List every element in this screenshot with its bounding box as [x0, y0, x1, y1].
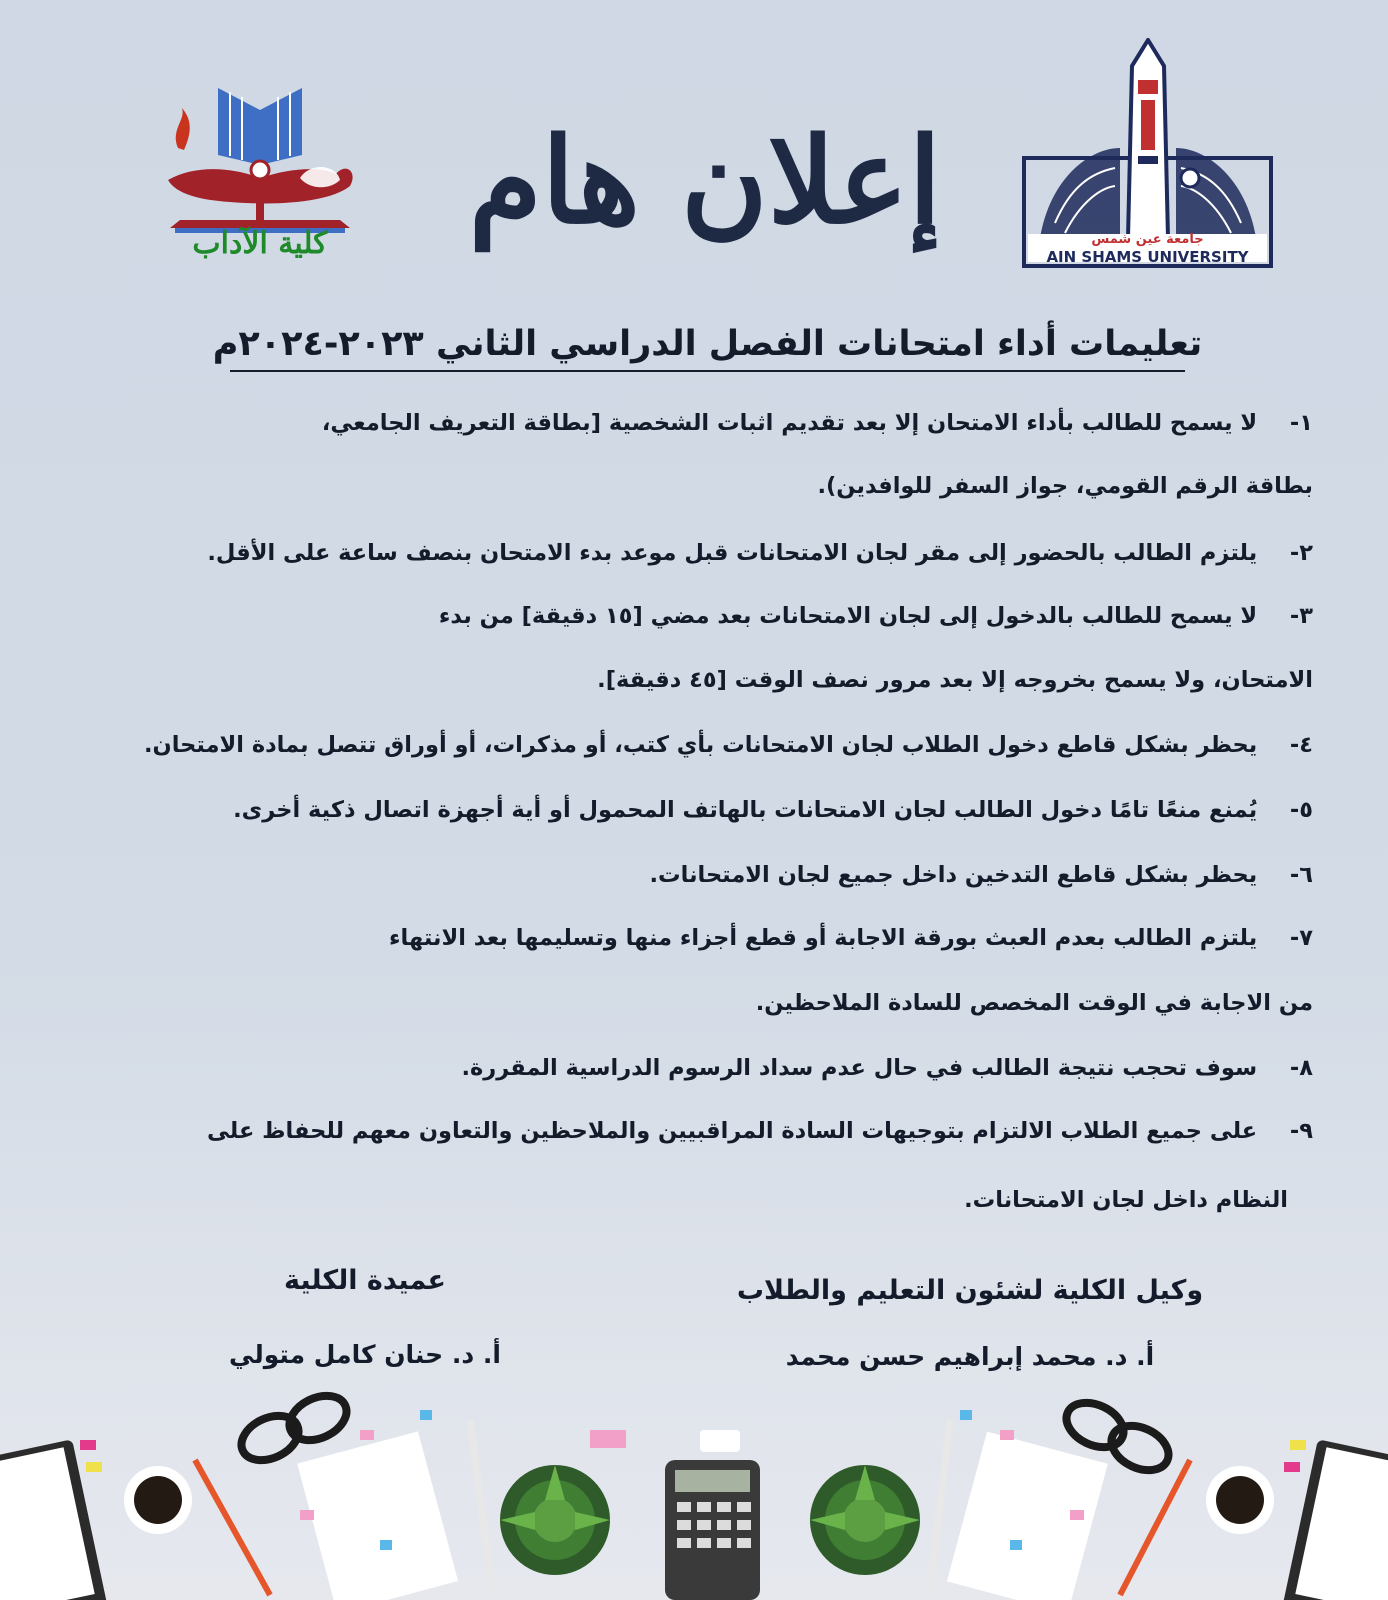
coffee-cup-right: [1206, 1466, 1274, 1534]
rule-number: ٨-: [1289, 1055, 1313, 1081]
desk-decoration: [0, 1390, 1388, 1600]
rule-3: [439, 603, 1313, 629]
rule-7-continuation: من الاجابة في الوقت المخصص للسادة الملاحظين.: [755, 990, 1313, 1016]
instructions-headline: تعليمات أداء امتحانات الفصل الدراسي الثاني ٢٠٢٣-٢٠٢٤م: [230, 318, 1185, 372]
notebook-left: [0, 1439, 107, 1600]
rule-4: [144, 732, 1313, 758]
rule-1: [322, 410, 1313, 436]
rule-text: يلتزم الطالب بالحضور إلى مقر لجان الامتحانات قبل موعد بدء الامتحان بنصف ساعة على الأقل.: [207, 540, 1258, 566]
rule-1-continuation: بطاقة الرقم القومي، جواز السفر للوافدين).: [817, 473, 1313, 499]
rule-text: يحظر بشكل قاطع التدخين داخل جميع لجان الامتحانات.: [649, 862, 1258, 888]
plant-left: [500, 1465, 610, 1575]
plant-right: [810, 1465, 920, 1575]
calculator: [665, 1460, 760, 1600]
rule-text: سوف تحجب نتيجة الطالب في حال عدم سداد الرسوم الدراسية المقررة.: [461, 1055, 1258, 1081]
rule-number: ١-: [1289, 410, 1313, 436]
university-logo-caption: AIN SHAMS UNIVERSITY: [1046, 248, 1249, 266]
rule-text: لا يسمح للطالب بالدخول إلى لجان الامتحانات بعد مضي [١٥ دقيقة] من بدء: [438, 603, 1258, 629]
notebook-right: [1283, 1439, 1388, 1600]
rule-8: [461, 1055, 1313, 1081]
vice-dean-name: أ. د. محمد إبراهيم حسن محمد: [785, 1342, 1155, 1371]
rule-7: [389, 925, 1313, 951]
rule-6: [649, 862, 1313, 888]
dean-title: عميدة الكلية: [283, 1265, 446, 1296]
rule-number: ٦-: [1289, 862, 1313, 888]
rule-3-continuation: الامتحان، ولا يسمح بخروجه إلا بعد مرور نصف الوقت [٤٥ دقيقة].: [597, 667, 1313, 693]
rule-9: [207, 1118, 1313, 1144]
rule-number: ٢-: [1289, 540, 1313, 566]
rule-number: ٧-: [1289, 925, 1313, 951]
rule-2: [207, 540, 1313, 566]
dean-name: أ. د. حنان كامل متولي: [229, 1340, 501, 1369]
rule-number: ٤-: [1289, 732, 1313, 758]
announcement-title: إعلان هام: [468, 110, 942, 250]
coffee-cup-left: [124, 1466, 192, 1534]
rule-9-continuation: النظام داخل لجان الامتحانات.: [964, 1187, 1288, 1213]
faculty-logo-caption: كلية الآداب: [192, 226, 328, 261]
university-logo-arabic: جامعة عين شمس: [1091, 232, 1204, 247]
rule-number: ٩-: [1289, 1118, 1313, 1144]
rule-5: [233, 797, 1313, 823]
rule-text: يلتزم الطالب بعدم العبث بورقة الاجابة أو قطع أجزاء منها وتسليمها بعد الانتهاء: [389, 925, 1258, 951]
rule-text: لا يسمح للطالب بأداء الامتحان إلا بعد تقديم اثبات الشخصية [بطاقة التعريف الجامعي،: [321, 410, 1258, 436]
rule-text: يُمنع منعًا تامًا دخول الطالب لجان الامتحانات بالهاتف المحمول أو أية أجهزة اتصال ذكية أخرى.: [233, 797, 1258, 823]
rule-number: ٥-: [1289, 797, 1313, 823]
rule-text: يحظر بشكل قاطع دخول الطلاب لجان الامتحانات بأي كتب، أو مذكرات، أو أوراق تتصل بمادة الامتحان.: [143, 732, 1258, 758]
vice-dean-title: وكيل الكلية لشئون التعليم والطلاب: [736, 1275, 1204, 1306]
rule-text: على جميع الطلاب الالتزام بتوجيهات السادة المراقبيين والملاحظين والتعاون معهم للحفاظ على: [207, 1118, 1258, 1144]
rule-number: ٣-: [1289, 603, 1313, 629]
